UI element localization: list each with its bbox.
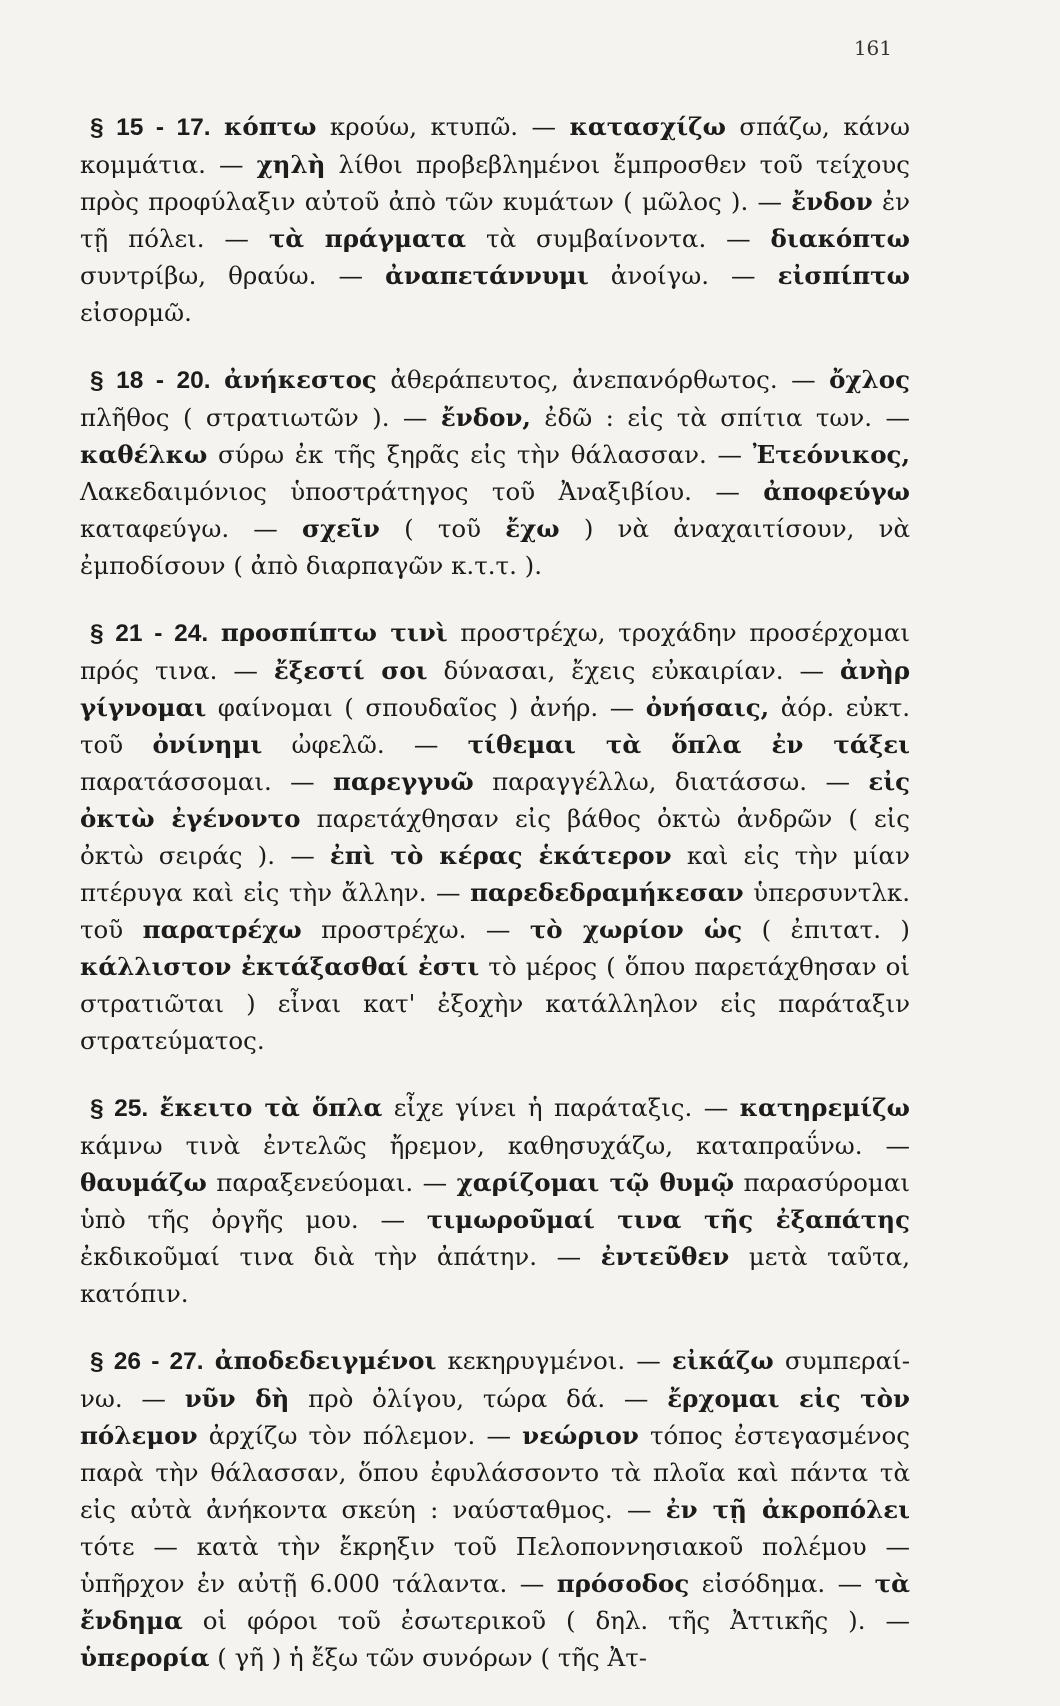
definition-text: δύνασαι, ἔχεις εὐκαιρίαν. — bbox=[427, 656, 841, 685]
headword: ἀνήκεστος bbox=[224, 365, 377, 394]
headword: ὄχλος bbox=[829, 365, 910, 394]
definition-text: προστρέχω. — bbox=[301, 915, 530, 944]
definition-text: συντρίβω, θραύω. — bbox=[80, 261, 386, 290]
headword: ἀναπετάννυμι bbox=[385, 261, 589, 290]
definition-text: ) νὰ ἀναχαιτίσουν, νὰ ἐμποδίσουν ( ἀπὸ διαρπαγῶν κ.τ.τ. ). bbox=[80, 514, 911, 580]
headword: παρατρέχω bbox=[142, 915, 302, 944]
paragraph-section-15-17 bbox=[80, 108, 910, 331]
headword: ἔκειτο τὰ ὅπλα bbox=[159, 1093, 383, 1122]
definition-text: σπάζω, κάνω κομμάτια. — bbox=[80, 112, 911, 179]
definition-text: εἰσόδημα. — bbox=[689, 1569, 875, 1598]
headword: χαρίζομαι τῷ θυμῷ bbox=[456, 1168, 735, 1197]
definition-text: λίθοι προβεβλημένοι ἔμπροσθεν τοῦ τείχους πρὸς προφύλαξιν αὐτοῦ ἀπὸ τῶν κυμάτων ( μῶλος ). — bbox=[80, 150, 910, 216]
headword: τὰ πράγματα bbox=[268, 224, 467, 253]
definition-text: παραξενεύομαι. — bbox=[206, 1168, 457, 1197]
headword: τίθεμαι τὰ ὅπλα ἐν τάξει bbox=[467, 730, 910, 759]
definition-text: πρὸ ὀλίγου, τώρα δά. — bbox=[289, 1384, 668, 1413]
definition-text: καταφεύγω. — bbox=[80, 514, 302, 543]
headword: ἔχω bbox=[505, 514, 560, 543]
headword: πρόσοδος bbox=[556, 1569, 690, 1598]
headword: εἰσπίπτω bbox=[777, 261, 910, 290]
definition-text: τότε — κατὰ τὴν ἔκρηξιν τοῦ Πελοποννησιακοῦ πολέμου — ὑπῆρχον ἐν αὐτῇ 6.000 τάλαντα. — bbox=[80, 1532, 910, 1598]
headword: ἔρχομαι εἰς τὸν πόλεμον bbox=[80, 1384, 910, 1450]
headword: προσπίπτω τινὶ bbox=[220, 618, 448, 647]
definition-text: παρετάχθησαν εἰς βάθος ὀκτὼ ἀνδρῶν ( εἰς ὀκτὼ σειράς ). — bbox=[80, 804, 910, 870]
definition-text: ἀθεράπευτος, ἀνεπανόρθωτος. — bbox=[376, 365, 830, 394]
headword: κόπτω bbox=[223, 112, 317, 141]
headword: διακόπτω bbox=[770, 224, 910, 253]
headword: ὀνίνημι bbox=[152, 730, 263, 759]
headword: νῦν δὴ bbox=[184, 1384, 290, 1413]
definition-text: ἀρχίζω τὸν πόλεμον. — bbox=[197, 1421, 523, 1450]
definition-text: κάμνω τινὰ ἐντελῶς ἤρεμον, καθησυχάζω, καταπραΰνω. — bbox=[80, 1131, 910, 1160]
definition-text: τὰ συμβαίνοντα. — bbox=[466, 224, 771, 253]
headword: ἐπὶ τὸ κέρας ἑκάτερον bbox=[329, 841, 672, 870]
definition-text: οἱ φόροι τοῦ ἐσωτερικοῦ ( δηλ. τῆς Ἀττικῆς ). — bbox=[182, 1606, 910, 1635]
definition-text: παρασύρομαι ὑπὸ τῆς ὀργῆς μου. — bbox=[80, 1168, 910, 1234]
headword: θαυμάζω bbox=[80, 1168, 207, 1197]
headword: σχεῖν bbox=[302, 514, 380, 543]
definition-text: σύρω ἐκ τῆς ξηρᾶς εἰς τὴν θάλασσαν. — bbox=[207, 440, 753, 469]
headword: εἰς ὀκτὼ ἐγένοντο bbox=[80, 767, 910, 833]
headword: ἔνδον bbox=[791, 187, 873, 216]
headword: ἔνδον, bbox=[440, 403, 531, 432]
definition-text: καὶ εἰς τὴν μίαν πτέρυγα καὶ εἰς τὴν ἄλλην. — bbox=[80, 841, 910, 907]
headword: χηλὴ bbox=[256, 150, 326, 179]
section-number: § 25. bbox=[90, 1095, 149, 1122]
headword: κατηρεμίζω bbox=[739, 1093, 910, 1122]
section-number: § 26 - 27. bbox=[90, 1348, 204, 1375]
definition-text: ( τοῦ bbox=[379, 514, 506, 543]
definition-text: ἀόρ. εὐκτ. τοῦ bbox=[80, 693, 910, 759]
headword: ἀποδεδειγμένοι bbox=[214, 1346, 437, 1375]
headword: ἐν τῇ ἀκροπόλει bbox=[665, 1495, 910, 1524]
paragraph-section-25 bbox=[80, 1089, 910, 1312]
headword: ἀποφεύγω bbox=[763, 477, 910, 506]
paragraph-section-26-27 bbox=[80, 1342, 910, 1676]
definition-text: ἐκδικοῦμαί τινα διὰ τὴν ἀπάτην. — bbox=[80, 1242, 601, 1271]
headword: παρεγγυῶ bbox=[333, 767, 474, 796]
headword: παρεδεδραμήκεσαν bbox=[470, 878, 744, 907]
section-number: § 21 - 24. bbox=[90, 620, 209, 647]
section-number: § 15 - 17. bbox=[90, 114, 211, 141]
paragraph-section-21-24 bbox=[80, 614, 910, 1059]
definition-text: εἶχε γίνει ἡ παράταξις. — bbox=[382, 1093, 740, 1122]
definition-text: φαίνομαι ( σπουδαῖος ) ἀνήρ. — bbox=[206, 693, 646, 722]
headword: νεώριον bbox=[522, 1421, 639, 1450]
headword: ἔξεστί σοι bbox=[273, 656, 428, 685]
definition-text: ἀνοίγω. — bbox=[588, 261, 778, 290]
definition-text: κεκηρυγμένοι. — bbox=[436, 1346, 672, 1375]
document-body bbox=[80, 108, 910, 1706]
definition-text: ( ἐπιτατ. ) bbox=[742, 915, 910, 944]
headword: ἐντεῦθεν bbox=[600, 1242, 730, 1271]
definition-text: μετὰ ταῦτα, κατόπιν. bbox=[80, 1242, 910, 1308]
definition-text: τόπος ἐστεγασμένος παρὰ τὴν θάλασσαν, ὅπου ἐφυλάσσοντο τὰ πλοῖα καὶ πάντα τὰ εἰς αὐτὰ ἀνήκοντα σκεύη : ναύσταθμος. — bbox=[80, 1421, 910, 1524]
definition-text: κρούω, κτυπῶ. — bbox=[316, 112, 570, 141]
headword: τὰ ἔνδημα bbox=[80, 1569, 910, 1635]
headword: καθέλκω bbox=[80, 440, 208, 469]
headword: ὑπερορία bbox=[80, 1643, 210, 1672]
definition-text: προστρέχω, τροχάδην προσέρχομαι πρός τινα. — bbox=[80, 618, 910, 685]
headword: ἀνὴρ γίγνομαι bbox=[80, 656, 911, 722]
headword: ὀνήσαις, bbox=[645, 693, 770, 722]
paragraph-section-18-20 bbox=[80, 361, 910, 584]
definition-text: τὸ μέρος ( ὅπου παρετάχθησαν οἱ στρατιῶται ) εἶναι κατ' ἐξοχὴν κατάλληλον εἰς παράταξιν στρατεύματος. bbox=[80, 952, 911, 1055]
headword: κάλλιστον ἐκτάξασθαί ἐστι bbox=[80, 952, 480, 981]
section-number: § 18 - 20. bbox=[90, 367, 211, 394]
definition-text: πλῆθος ( στρατιωτῶν ). — bbox=[80, 403, 441, 432]
headword: Ἐτεόνικος, bbox=[752, 440, 910, 469]
definition-text: ὑπερσυντλκ. τοῦ bbox=[80, 878, 910, 944]
definition-text: Λακεδαιμόνιος ὑποστράτηγος τοῦ Ἀναξιβίου. — bbox=[80, 477, 764, 506]
definition-text: παραγγέλλω, διατάσσω. — bbox=[473, 767, 869, 796]
definition-text: ( γῆ ) ἡ ἔξω τῶν συνόρων ( τῆς Ἀτ- bbox=[209, 1643, 648, 1672]
definition-text: παρατάσσομαι. — bbox=[80, 767, 334, 796]
definition-text: ἐν τῇ πόλει. — bbox=[80, 187, 910, 253]
definition-text: συμπεραίνω. — bbox=[80, 1346, 911, 1413]
headword: τὸ χωρίον ὡς bbox=[529, 915, 743, 944]
definition-text: εἰσορμῶ. bbox=[80, 298, 192, 327]
definition-text: ὠφελῶ. — bbox=[262, 730, 468, 759]
headword: κατασχίζω bbox=[569, 112, 726, 141]
headword: τιμωροῦμαί τινα τῆς ἐξαπάτης bbox=[426, 1205, 910, 1234]
page-number: 161 bbox=[853, 36, 892, 60]
headword: εἰκάζω bbox=[671, 1346, 774, 1375]
definition-text: ἐδῶ : εἰς τὰ σπίτια των. — bbox=[530, 403, 910, 432]
